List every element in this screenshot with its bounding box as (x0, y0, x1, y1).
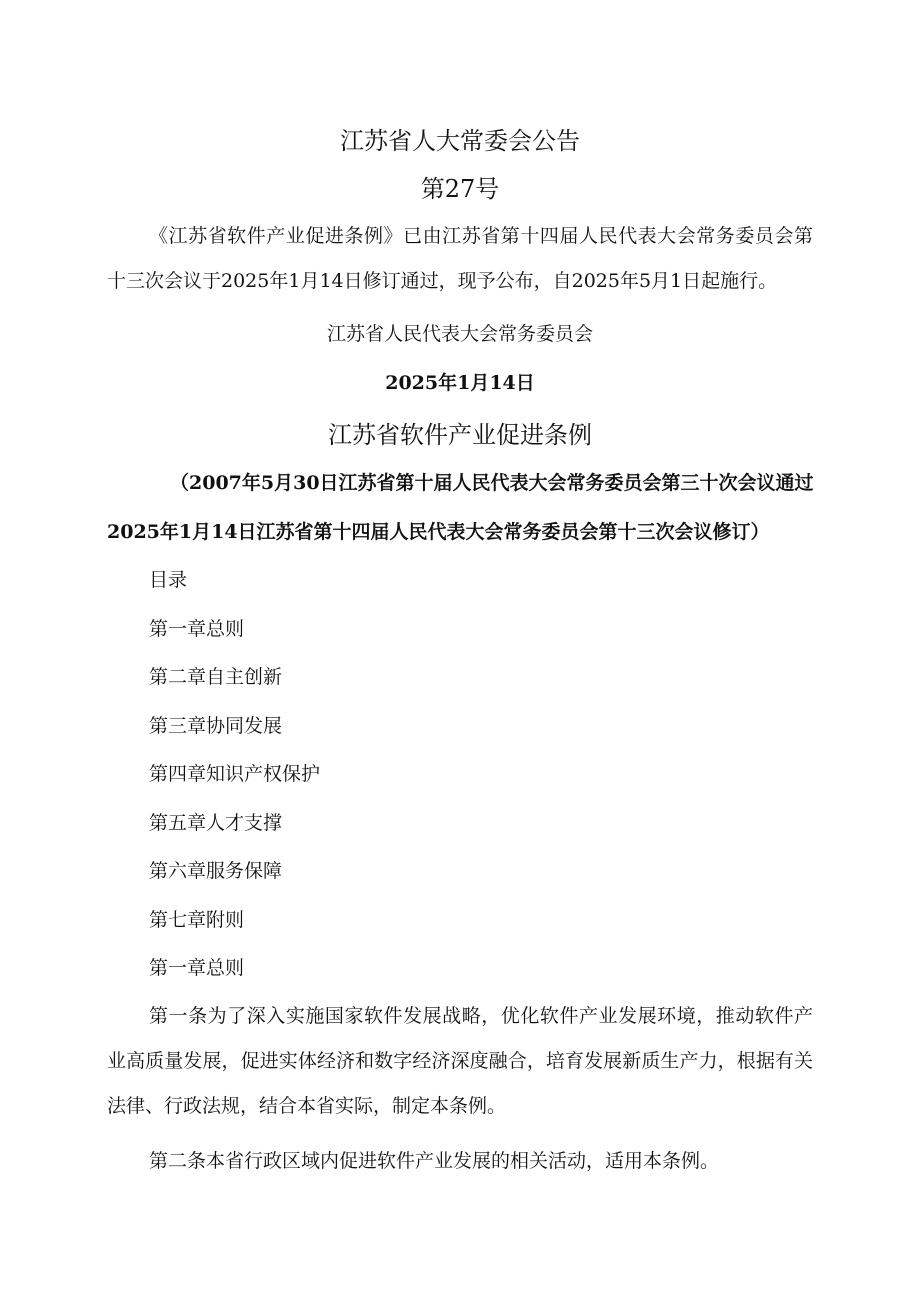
toc-item-chapter-4: 第四章知识产权保护 (149, 763, 321, 785)
regulation-title: 江苏省软件产业促进条例 (328, 421, 592, 449)
regulation-history-line-2: 2025年1月14日江苏省第十四届人民代表大会常务委员会第十三次会议修订） (107, 521, 770, 543)
announcement-number: 第27号 (420, 175, 500, 203)
toc-item-chapter-2: 第二章自主创新 (149, 666, 283, 688)
article-2: 第二条本省行政区域内促进软件产业发展的相关活动，适用本条例。 (149, 1150, 720, 1172)
regulation-history-line-1: （2007年5月30日江苏省第十届人民代表大会常务委员会第三十次会议通过 (170, 472, 814, 494)
chapter-1-heading: 第一章总则 (149, 957, 245, 979)
announcement-header: 江苏省人大常委会公告 (340, 127, 580, 155)
toc-item-chapter-3: 第三章协同发展 (149, 715, 283, 737)
announcement-issuer: 江苏省人民代表大会常务委员会 (326, 323, 593, 345)
toc-item-chapter-7: 第七章附则 (149, 909, 245, 931)
toc-label: 目录 (149, 569, 188, 591)
toc-item-chapter-6: 第六章服务保障 (149, 860, 283, 882)
article-1: 第一条为了深入实施国家软件发展战略，优化软件产业发展环境，推动软件产业高质量发展，促进实体经济和数字经济深度融合，培育发展新质生产力，根据有关法律、行政法规，结合本省实际，制定本条例。 (107, 1005, 813, 1117)
announcement-body: 《江苏省软件产业促进条例》已由江苏省第十四届人民代表大会常务委员会第十三次会议于2025年1月14日修订通过，现予公布，自2025年5月1日起施行。 (107, 225, 813, 292)
toc-item-chapter-1: 第一章总则 (149, 618, 245, 640)
toc-item-chapter-5: 第五章人才支撑 (149, 812, 283, 834)
announcement-date: 2025年1月14日 (385, 372, 535, 394)
